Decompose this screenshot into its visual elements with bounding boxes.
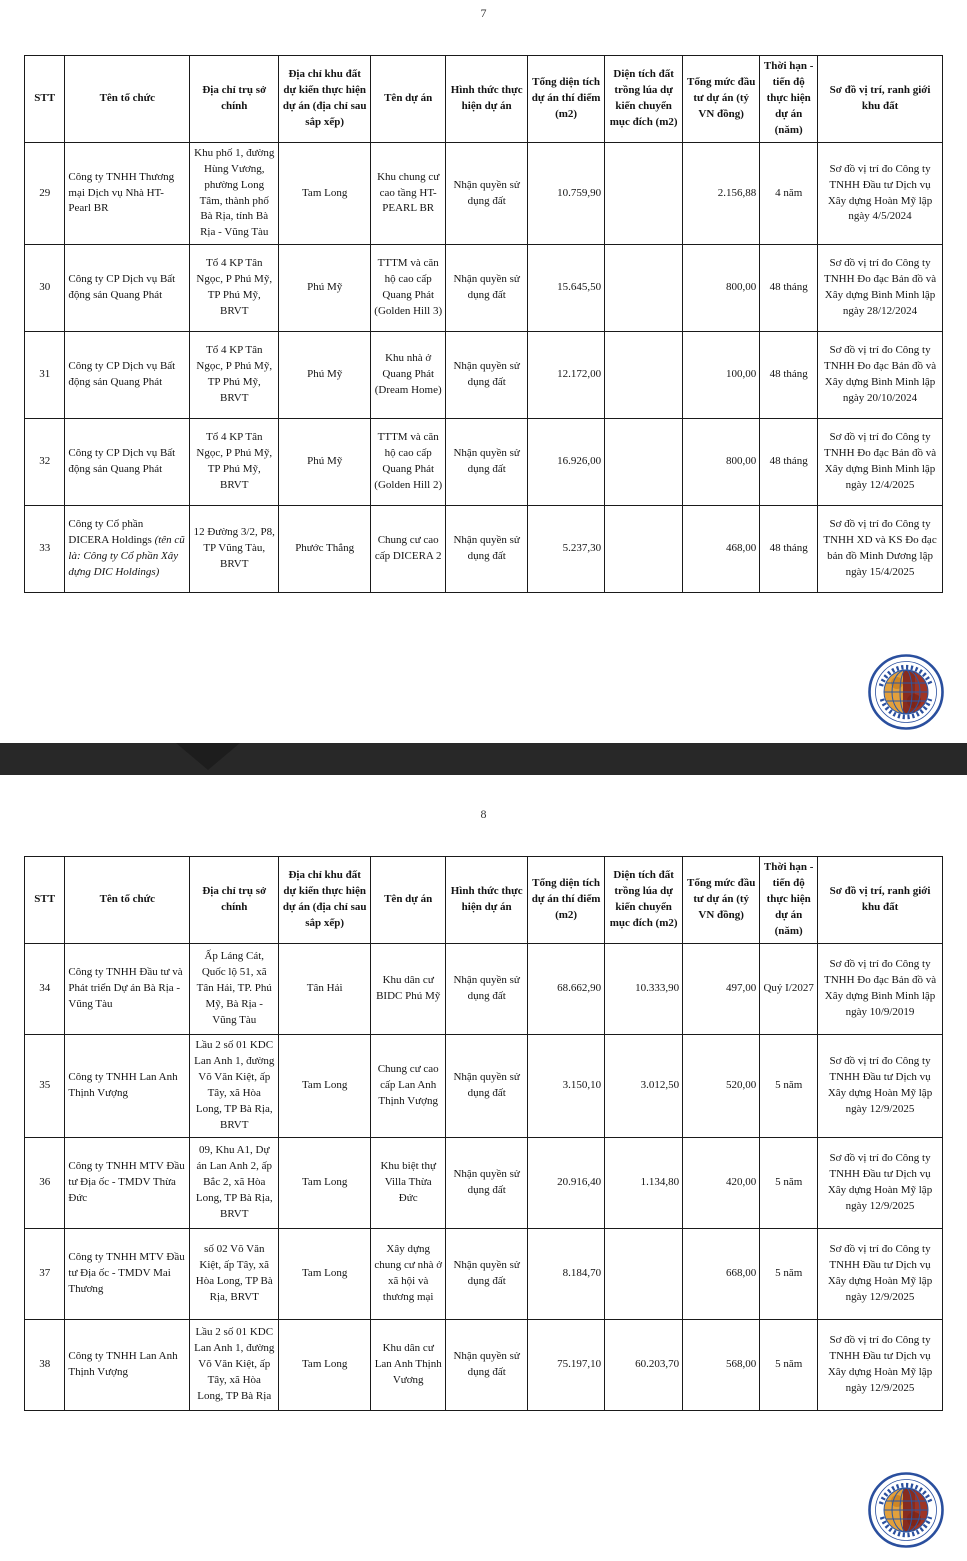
column-header-rice_area: Diện tích đất trồng lúa dự kiến chuyển mục đích (m2) [605, 857, 683, 944]
column-header-form: Hình thức thực hiện dự án [446, 56, 528, 143]
seal-container [0, 1411, 967, 1561]
column-header-area_total: Tổng diện tích dự án thí điểm (m2) [528, 857, 605, 944]
cell-stt: 38 [25, 1319, 65, 1410]
column-header-investment: Tổng mức đầu tư dự án (tỷ VN đồng) [683, 56, 760, 143]
cell-form: Nhận quyền sử dụng đất [446, 142, 528, 245]
cell-rice_area: 10.333,90 [605, 944, 683, 1035]
cell-hq: Tổ 4 KP Tân Ngọc, P Phú Mỹ, TP Phú Mỹ, BRVT [190, 332, 279, 419]
column-header-duration: Thời hạn - tiến độ thực hiện dự án (năm) [760, 857, 818, 944]
cell-form: Nhận quyền sử dụng đất [446, 1035, 528, 1138]
cell-form: Nhận quyền sử dụng đất [446, 245, 528, 332]
cell-hq: 12 Đường 3/2, P8, TP Vũng Tàu, BRVT [190, 506, 279, 593]
cell-stt: 35 [25, 1035, 65, 1138]
cell-stt: 36 [25, 1137, 65, 1228]
cell-rice_area [605, 506, 683, 593]
cell-hq: Khu phố 1, đường Hùng Vương, phường Long Tâm, thành phố Bà Rịa, tỉnh Bà Rịa - Vũng Tàu [190, 142, 279, 245]
cell-rice_area: 1.134,80 [605, 1137, 683, 1228]
cell-duration: 5 năm [760, 1228, 818, 1319]
table-row [25, 142, 943, 245]
cell-project: Chung cư cao cấp DICERA 2 [371, 506, 446, 593]
cell-project: TTTM và căn hộ cao cấp Quang Phát (Golden Hill 3) [371, 245, 446, 332]
cell-investment: 568,00 [683, 1319, 760, 1410]
cell-org: Công ty TNHH Lan Anh Thịnh Vượng [65, 1319, 190, 1410]
cell-investment: 420,00 [683, 1137, 760, 1228]
cell-area_total: 8.184,70 [528, 1228, 605, 1319]
page-8 [0, 775, 967, 1560]
cell-map_note: Sơ đồ vị trí đo Công ty TNHH Đo đạc Bản đồ và Xây dựng Bình Minh lập ngày 10/9/2019 [818, 944, 943, 1035]
column-header-hq: Địa chỉ trụ sở chính [190, 56, 279, 143]
cell-map_note: Sơ đồ vị trí đo Công ty TNHH Đầu tư Dịch vụ Xây dựng Hoàn Mỹ lập ngày 12/9/2025 [818, 1228, 943, 1319]
table-row [25, 1228, 943, 1319]
cell-project: TTTM và căn hộ cao cấp Quang Phát (Golden Hill 2) [371, 419, 446, 506]
cell-duration: 5 năm [760, 1137, 818, 1228]
pilot-projects-table-page-7 [24, 55, 943, 593]
column-header-map_note: Sơ đồ vị trí, ranh giới khu đất [818, 56, 943, 143]
cell-rice_area [605, 332, 683, 419]
header-row [25, 857, 943, 944]
circular-globe-seal-icon [867, 653, 945, 731]
cell-investment: 800,00 [683, 419, 760, 506]
cell-duration: 5 năm [760, 1035, 818, 1138]
cell-site: Phước Thắng [279, 506, 371, 593]
table-row [25, 944, 943, 1035]
cell-form: Nhận quyền sử dụng đất [446, 332, 528, 419]
org-former-name-note: (tên cũ là: Công ty Cổ phần Xây dựng DIC Holdings) [68, 534, 185, 579]
table-row [25, 1319, 943, 1410]
cell-org: Công ty TNHH MTV Đầu tư Địa ốc - TMDV Thừa Đức [65, 1137, 190, 1228]
cell-stt: 30 [25, 245, 65, 332]
cell-rice_area [605, 419, 683, 506]
column-header-area_total: Tổng diện tích dự án thí điểm (m2) [528, 56, 605, 143]
column-header-project: Tên dự án [371, 857, 446, 944]
cell-duration: 48 tháng [760, 245, 818, 332]
cell-project: Chung cư cao cấp Lan Anh Thịnh Vượng [371, 1035, 446, 1138]
cell-site: Tam Long [279, 142, 371, 245]
cell-org: Công ty CP Dịch vụ Bất động sản Quang Phát [65, 332, 190, 419]
cell-hq: Ấp Láng Cát, Quốc lộ 51, xã Tân Hải, TP. Phú Mỹ, Bà Rịa - Vũng Tàu [190, 944, 279, 1035]
cell-project: Khu dân cư BIDC Phú Mỹ [371, 944, 446, 1035]
cell-project: Khu chung cư cao tầng HT-PEARL BR [371, 142, 446, 245]
cell-stt: 31 [25, 332, 65, 419]
cell-area_total: 10.759,90 [528, 142, 605, 245]
cell-investment: 668,00 [683, 1228, 760, 1319]
cell-hq: Lầu 2 số 01 KDC Lan Anh 1, đường Võ Văn Kiệt, ấp Tây, xã Hòa Long, TP Bà Rịa, BRVT [190, 1035, 279, 1138]
cell-org: Công ty TNHH Đầu tư và Phát triển Dự án Bà Rịa - Vũng Tàu [65, 944, 190, 1035]
cell-map_note: Sơ đồ vị trí đo Công ty TNHH Đầu tư Dịch vụ Xây dựng Hoàn Mỹ lập ngày 12/9/2025 [818, 1319, 943, 1410]
table-row [25, 1137, 943, 1228]
cell-map_note: Sơ đồ vị trí đo Công ty TNHH Đo đạc Bản đồ và Xây dựng Bình Minh lập ngày 12/4/2025 [818, 419, 943, 506]
cell-rice_area [605, 1228, 683, 1319]
cell-form: Nhận quyền sử dụng đất [446, 1137, 528, 1228]
cell-project: Xây dựng chung cư nhà ở xã hội và thương mại [371, 1228, 446, 1319]
cell-area_total: 16.926,00 [528, 419, 605, 506]
cell-rice_area [605, 142, 683, 245]
cell-stt: 32 [25, 419, 65, 506]
cell-map_note: Sơ đồ vị trí đo Công ty TNHH Đầu tư Dịch vụ Xây dựng Hoàn Mỹ lập ngày 4/5/2024 [818, 142, 943, 245]
cell-stt: 33 [25, 506, 65, 593]
cell-stt: 29 [25, 142, 65, 245]
column-header-duration: Thời hạn - tiến độ thực hiện dự án (năm) [760, 56, 818, 143]
cell-area_total: 20.916,40 [528, 1137, 605, 1228]
cell-map_note: Sơ đồ vị trí đo Công ty TNHH XD và KS Đo đạc bản đồ Minh Dương lập ngày 15/4/2025 [818, 506, 943, 593]
column-header-project: Tên dự án [371, 56, 446, 143]
cell-area_total: 12.172,00 [528, 332, 605, 419]
cell-area_total: 15.645,50 [528, 245, 605, 332]
cell-form: Nhận quyền sử dụng đất [446, 1228, 528, 1319]
cell-org: Công ty TNHH Lan Anh Thịnh Vượng [65, 1035, 190, 1138]
cell-rice_area: 3.012,50 [605, 1035, 683, 1138]
column-header-hq: Địa chỉ trụ sở chính [190, 857, 279, 944]
cell-duration: 48 tháng [760, 332, 818, 419]
cell-site: Phú Mỹ [279, 419, 371, 506]
separator-triangle [176, 743, 240, 770]
column-header-map_note: Sơ đồ vị trí, ranh giới khu đất [818, 857, 943, 944]
page-number: 7 [480, 6, 487, 20]
cell-investment: 2.156,88 [683, 142, 760, 245]
page-number: 8 [480, 807, 487, 822]
column-header-site: Địa chỉ khu đất dự kiến thực hiện dự án (địa chỉ sau sắp xếp) [279, 56, 371, 143]
circular-globe-seal-icon [867, 1471, 945, 1549]
cell-form: Nhận quyền sử dụng đất [446, 944, 528, 1035]
cell-rice_area [605, 245, 683, 332]
cell-duration: 5 năm [760, 1319, 818, 1410]
cell-org: Công ty TNHH Thương mại Dịch vụ Nhà HT-Pearl BR [65, 142, 190, 245]
table-row [25, 245, 943, 332]
cell-org: Công ty TNHH MTV Đầu tư Địa ốc - TMDV Mai Thương [65, 1228, 190, 1319]
cell-form: Nhận quyền sử dụng đất [446, 506, 528, 593]
cell-site: Tam Long [279, 1137, 371, 1228]
header-row [25, 56, 943, 143]
cell-stt: 34 [25, 944, 65, 1035]
table-row [25, 419, 943, 506]
cell-hq: số 02 Võ Văn Kiệt, ấp Tây, xã Hòa Long, TP Bà Rịa, BRVT [190, 1228, 279, 1319]
cell-hq: Tổ 4 KP Tân Ngọc, P Phú Mỹ, TP Phú Mỹ, BRVT [190, 419, 279, 506]
column-header-site: Địa chỉ khu đất dự kiến thực hiện dự án (địa chỉ sau sắp xếp) [279, 857, 371, 944]
seal-container [0, 593, 967, 743]
column-header-stt: STT [25, 56, 65, 143]
cell-map_note: Sơ đồ vị trí đo Công ty TNHH Đo đạc Bản đồ và Xây dựng Bình Minh lập ngày 20/10/2024 [818, 332, 943, 419]
cell-form: Nhận quyền sử dụng đất [446, 419, 528, 506]
cell-org: Công ty CP Dịch vụ Bất động sản Quang Phát [65, 419, 190, 506]
cell-stt: 37 [25, 1228, 65, 1319]
cell-map_note: Sơ đồ vị trí đo Công ty TNHH Đầu tư Dịch vụ Xây dựng Hoàn Mỹ lập ngày 12/9/2025 [818, 1137, 943, 1228]
cell-site: Tân Hải [279, 944, 371, 1035]
cell-hq: Tổ 4 KP Tân Ngọc, P Phú Mỹ, TP Phú Mỹ, BRVT [190, 245, 279, 332]
cell-investment: 100,00 [683, 332, 760, 419]
column-header-form: Hình thức thực hiện dự án [446, 857, 528, 944]
cell-area_total: 3.150,10 [528, 1035, 605, 1138]
table-row [25, 1035, 943, 1138]
column-header-org: Tên tổ chức [65, 857, 190, 944]
cell-map_note: Sơ đồ vị trí đo Công ty TNHH Đo đạc Bản đồ và Xây dựng Bình Minh lập ngày 28/12/2024 [818, 245, 943, 332]
column-header-investment: Tổng mức đầu tư dự án (tỷ VN đồng) [683, 857, 760, 944]
cell-site: Tam Long [279, 1319, 371, 1410]
cell-investment: 497,00 [683, 944, 760, 1035]
cell-area_total: 75.197,10 [528, 1319, 605, 1410]
pilot-projects-table-page-8 [24, 856, 943, 1410]
cell-hq: Lầu 2 số 01 KDC Lan Anh 1, đường Võ Văn Kiệt, ấp Tây, xã Hòa Long, TP Bà Rịa [190, 1319, 279, 1410]
column-header-rice_area: Diện tích đất trồng lúa dự kiến chuyển mục đích (m2) [605, 56, 683, 143]
cell-investment: 520,00 [683, 1035, 760, 1138]
page-separator [0, 743, 967, 775]
cell-map_note: Sơ đồ vị trí đo Công ty TNHH Đầu tư Dịch vụ Xây dựng Hoàn Mỹ lập ngày 12/9/2025 [818, 1035, 943, 1138]
table-row [25, 332, 943, 419]
table-row [25, 506, 943, 593]
cell-duration: 48 tháng [760, 419, 818, 506]
cell-site: Phú Mỹ [279, 332, 371, 419]
cell-rice_area: 60.203,70 [605, 1319, 683, 1410]
column-header-org: Tên tổ chức [65, 56, 190, 143]
cell-site: Tam Long [279, 1035, 371, 1138]
cell-site: Tam Long [279, 1228, 371, 1319]
cell-investment: 468,00 [683, 506, 760, 593]
cell-org: Công ty CP Dịch vụ Bất động sản Quang Phát [65, 245, 190, 332]
cell-site: Phú Mỹ [279, 245, 371, 332]
cell-duration: 48 tháng [760, 506, 818, 593]
cell-duration: Quý I/2027 [760, 944, 818, 1035]
cell-form: Nhận quyền sử dụng đất [446, 1319, 528, 1410]
cell-project: Khu biệt thự Villa Thừa Đức [371, 1137, 446, 1228]
cell-project: Khu nhà ở Quang Phát (Dream Home) [371, 332, 446, 419]
page-7 [0, 0, 967, 743]
cell-project: Khu dân cư Lan Anh Thịnh Vương [371, 1319, 446, 1410]
cell-org: Công ty Cổ phần DICERA Holdings (tên cũ là: Công ty Cổ phần Xây dựng DIC Holdings) [65, 506, 190, 593]
cell-area_total: 5.237,30 [528, 506, 605, 593]
cell-hq: 09, Khu A1, Dự án Lan Anh 2, ấp Bắc 2, xã Hòa Long, TP Bà Rịa, BRVT [190, 1137, 279, 1228]
cell-duration: 4 năm [760, 142, 818, 245]
cell-area_total: 68.662,90 [528, 944, 605, 1035]
cell-investment: 800,00 [683, 245, 760, 332]
column-header-stt: STT [25, 857, 65, 944]
